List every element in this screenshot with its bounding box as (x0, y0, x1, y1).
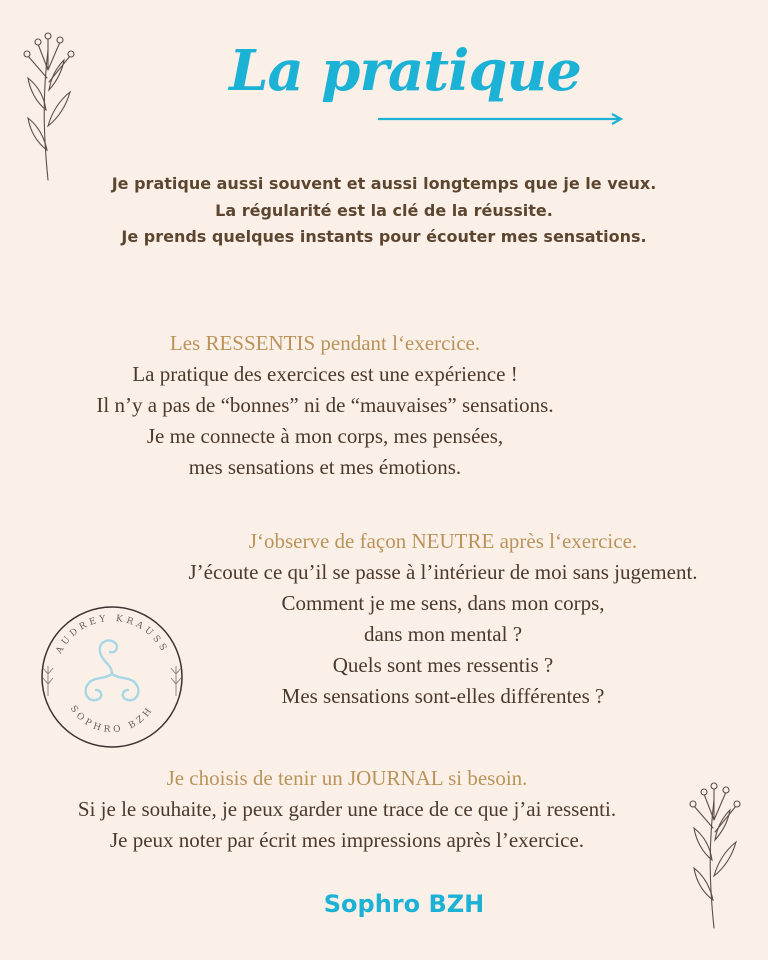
section-line: J’écoute ce qu’il se passe à l’intérieur de moi sans jugement. (188, 560, 698, 584)
section-line: Comment je me sens, dans mon corps, (281, 591, 605, 615)
intro-text (0, 171, 768, 251)
intro-line: La régularité est la clé de la réussite. (215, 200, 553, 220)
section-line: Si je le souhaite, je peux garder une trace de ce que j’ai ressenti. (77, 797, 617, 821)
section-line: mes sensations et mes émotions. (188, 455, 462, 479)
section-heading: Les RESSENTIS pendant l‘exercice. (169, 331, 481, 355)
intro-line: Je prends quelques instants pour écouter mes sensations. (121, 227, 647, 246)
section-heading: Je choisis de tenir un JOURNAL si besoin. (166, 766, 528, 790)
section-line: La pratique des exercices est une expérience ! (132, 362, 518, 386)
logo-bottom-text: SOPHRO BZH (67, 704, 157, 736)
logo-top-text: AUDREY KRAUSS (54, 613, 170, 656)
ressentis-section (40, 328, 610, 483)
footer-brand: Sophro BZH (323, 890, 485, 918)
section-line: Mes sensations sont-elles différentes ? (281, 684, 605, 708)
intro-line: Je pratique aussi souvent et aussi longtemps que je le veux. (111, 174, 657, 193)
section-line: Je me connecte à mon corps, mes pensées, (146, 424, 504, 448)
observe-section (130, 526, 756, 712)
section-line: Quels sont mes ressentis ? (332, 653, 554, 677)
arrow-right-icon (376, 112, 626, 126)
section-line: Il n’y a pas de “bonnes” ni de “mauvaises” sensations. (96, 393, 554, 417)
section-line: dans mon mental ? (363, 622, 523, 646)
journal-section (12, 763, 682, 856)
page-title: La pratique (229, 38, 581, 104)
section-heading: J‘observe de façon NEUTRE après l‘exercice. (248, 529, 638, 553)
sophro-bzh-logo (36, 604, 188, 750)
section-line: Je peux noter par écrit mes impressions après l’exercice. (109, 828, 585, 852)
